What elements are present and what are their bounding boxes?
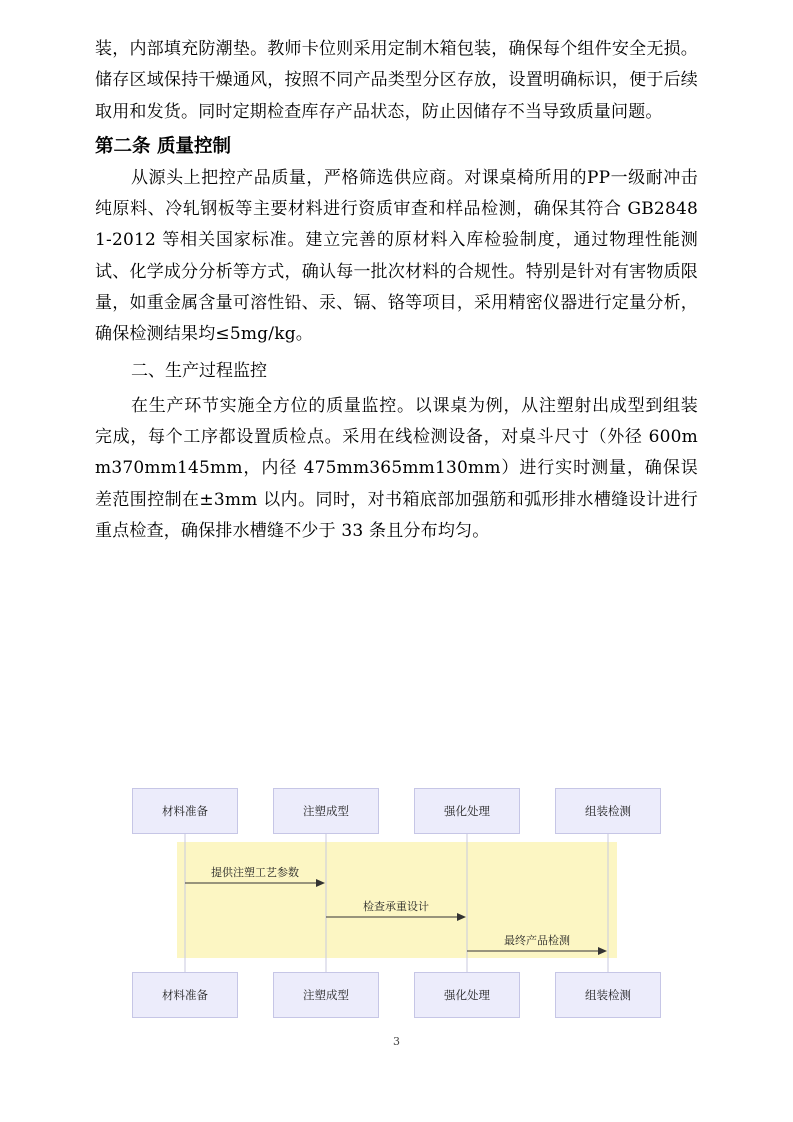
participant-box-top-2: 注塑成型 [273,788,379,834]
participant-box-bottom-3: 强化处理 [414,972,520,1018]
participant-box-bottom-1: 材料准备 [132,972,238,1018]
page-number: 3 [393,1035,400,1048]
participant-box-bottom-4: 组装检测 [555,972,661,1018]
document-body [95,34,698,547]
paragraph-storage-continued: 装，内部填充防潮垫。教师卡位则采用定制木箱包装，确保每个组件安全无损。储存区域保持干燥通风，按照不同产品类型分区存放，设置明确标识，便于后续取用和发货。同时定期检查库存产品状态，防止因储存不当导致质量问题。 [95,39,698,122]
participant-box-top-4: 组装检测 [555,788,661,834]
message-label-3: 最终产品检测 [504,934,570,947]
participant-box-top-1: 材料准备 [132,788,238,834]
message-label-2: 检查承重设计 [363,900,429,913]
section-heading-quality-control: 第二条 质量控制 [95,135,231,157]
message-label-1: 提供注塑工艺参数 [211,866,299,879]
sequence-diagram [130,788,665,1023]
subsection-heading-production-monitoring: 二、生产过程监控 [131,360,267,381]
participant-box-bottom-2: 注塑成型 [273,972,379,1018]
paragraph-production-process: 在生产环节实施全方位的质量监控。以课桌为例，从注塑射出成型到组装完成，每个工序都设置质检点。采用在线检测设备，对桌斗尺寸（外径 600mm370mm145mm，内径 475mm365mm130mm）进行实时测量，确保误差范围控制在±3mm 以内。同时，对书箱底部加强筋和弧形排水槽缝设计进行重点检查，确保排水槽缝不少于 33 条且分布均匀。 [95,395,698,541]
participant-box-top-3: 强化处理 [414,788,520,834]
paragraph-raw-materials: 从源头上把控产品质量，严格筛选供应商。对课桌椅所用的PP一级耐冲击纯原料、冷轧钢板等主要材料进行资质审查和样品检测，确保其符合 GB28481-2012 等相关国家标准。建立完善的原材料入库检验制度，通过物理性能测试、化学成分分析等方式，确认每一批次材料的合规性。特别是针对有害物质限量，如重金属含量可溶性铅、汞、镉、铬等项目，采用精密仪器进行定量分析，确保检测结果均≤5mg/kg。 [95,167,698,345]
